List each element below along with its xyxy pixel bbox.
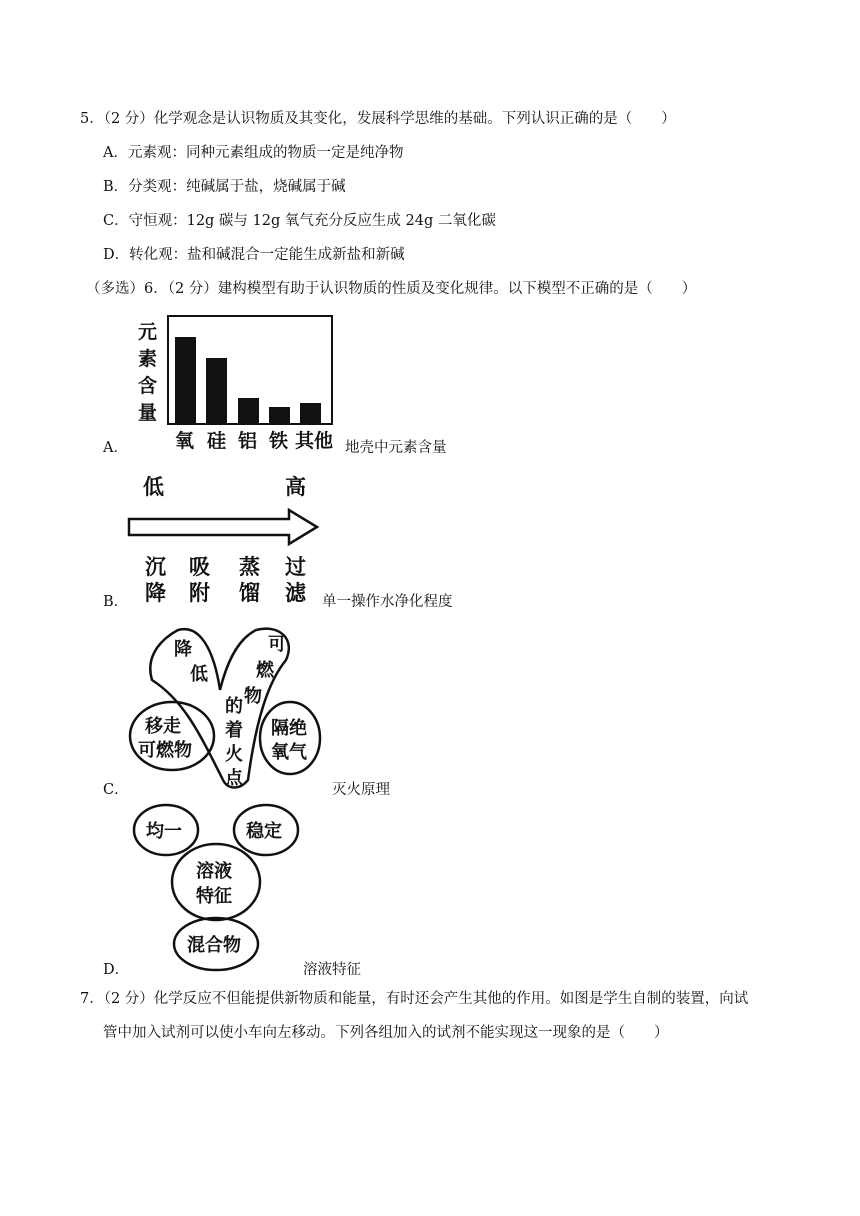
svg-text:沉: 沉 — [145, 555, 166, 579]
svg-text:特征: 特征 — [196, 886, 232, 907]
water-purification-arrow-figure — [125, 470, 325, 610]
svg-text:可: 可 — [268, 634, 286, 655]
svg-text:馏: 馏 — [239, 581, 260, 605]
svg-text:移走: 移走 — [145, 716, 181, 737]
svg-text:物: 物 — [244, 686, 262, 707]
y-label-char: 量 — [138, 402, 158, 424]
bar-other — [300, 403, 321, 424]
svg-text:的: 的 — [225, 696, 243, 717]
y-label-char: 元 — [138, 321, 158, 343]
q6-stem: （多选）6．（2 分）建构模型有助于认识物质的性质及变化规律。以下模型不正确的是（ ） — [86, 281, 697, 297]
crust-element-bar-figure — [128, 312, 343, 462]
q6-option-b-letter: B． — [103, 594, 129, 610]
svg-text:可燃物: 可燃物 — [138, 740, 192, 761]
q6-option-d-caption: 溶液特征 — [303, 962, 361, 978]
svg-text:隔绝: 隔绝 — [271, 718, 307, 739]
svg-text:火: 火 — [225, 744, 243, 765]
q6-option-a-caption: 地壳中元素含量 — [345, 440, 447, 456]
x-tick-label: 氧 — [175, 430, 195, 452]
svg-text:降: 降 — [145, 581, 166, 605]
svg-text:稳定: 稳定 — [246, 821, 282, 842]
x-tick-label: 硅 — [207, 430, 227, 452]
svg-text:混合物: 混合物 — [187, 935, 241, 956]
x-tick-label: 铝 — [238, 430, 258, 452]
q5-stem: 5．（2 分）化学观念是认识物质及其变化，发展科学思维的基础。下列认识正确的是（ ） — [80, 111, 676, 127]
svg-text:蒸: 蒸 — [239, 555, 260, 579]
y-label-char: 含 — [138, 375, 158, 397]
svg-text:燃: 燃 — [256, 660, 274, 681]
svg-text:吸: 吸 — [189, 555, 210, 579]
svg-text:低: 低 — [190, 664, 208, 685]
q6-option-c-letter: C． — [103, 782, 129, 798]
bar-iron — [269, 407, 290, 424]
q7-stem-line1: 7．（2 分）化学反应不但能提供新物质和能量，有时还会产生其他的作用。如图是学生自制的装置，向试 — [80, 991, 749, 1007]
svg-text:溶液: 溶液 — [196, 861, 232, 882]
svg-text:过: 过 — [285, 555, 306, 579]
bar-aluminum — [238, 398, 259, 424]
q5-option-d: D．转化观：盐和碱混合一定能生成新盐和新碱 — [103, 247, 405, 263]
q6-option-a-letter: A． — [103, 440, 128, 456]
q6-option-c-caption: 灭火原理 — [332, 782, 390, 798]
q5-option-a: A．元素观：同种元素组成的物质一定是纯净物 — [103, 145, 404, 161]
svg-text:氧气: 氧气 — [271, 742, 307, 763]
x-tick-label: 其他 — [295, 430, 334, 452]
y-label-char: 素 — [138, 348, 158, 370]
x-tick-label: 铁 — [269, 430, 289, 452]
fire-extinguishing-figure — [128, 620, 328, 800]
low-label: 低 — [143, 475, 164, 499]
q5-option-c: C．守恒观：12g 碳与 12g 氧气充分反应生成 24g 二氧化碳 — [103, 213, 496, 229]
q7-stem-line2: 管中加入试剂可以使小车向左移动。下列各组加入的试剂不能实现这一现象的是（ ） — [103, 1025, 669, 1041]
svg-text:附: 附 — [189, 581, 210, 605]
bar-oxygen — [175, 337, 196, 424]
svg-text:降: 降 — [174, 639, 192, 660]
q6-option-b-caption: 单一操作水净化程度 — [322, 594, 453, 610]
svg-text:均一: 均一 — [146, 821, 182, 842]
q5-option-b: B．分类观：纯碱属于盐，烧碱属于碱 — [103, 179, 346, 195]
solution-feature-figure — [128, 802, 308, 977]
svg-text:着: 着 — [225, 720, 243, 741]
svg-text:滤: 滤 — [285, 581, 306, 605]
arrow-right-icon — [129, 510, 317, 544]
bar-silicon — [206, 358, 227, 424]
high-label: 高 — [285, 475, 306, 499]
q6-option-d-letter: D． — [103, 962, 130, 978]
svg-text:点: 点 — [225, 768, 243, 789]
center-circle — [172, 844, 260, 920]
